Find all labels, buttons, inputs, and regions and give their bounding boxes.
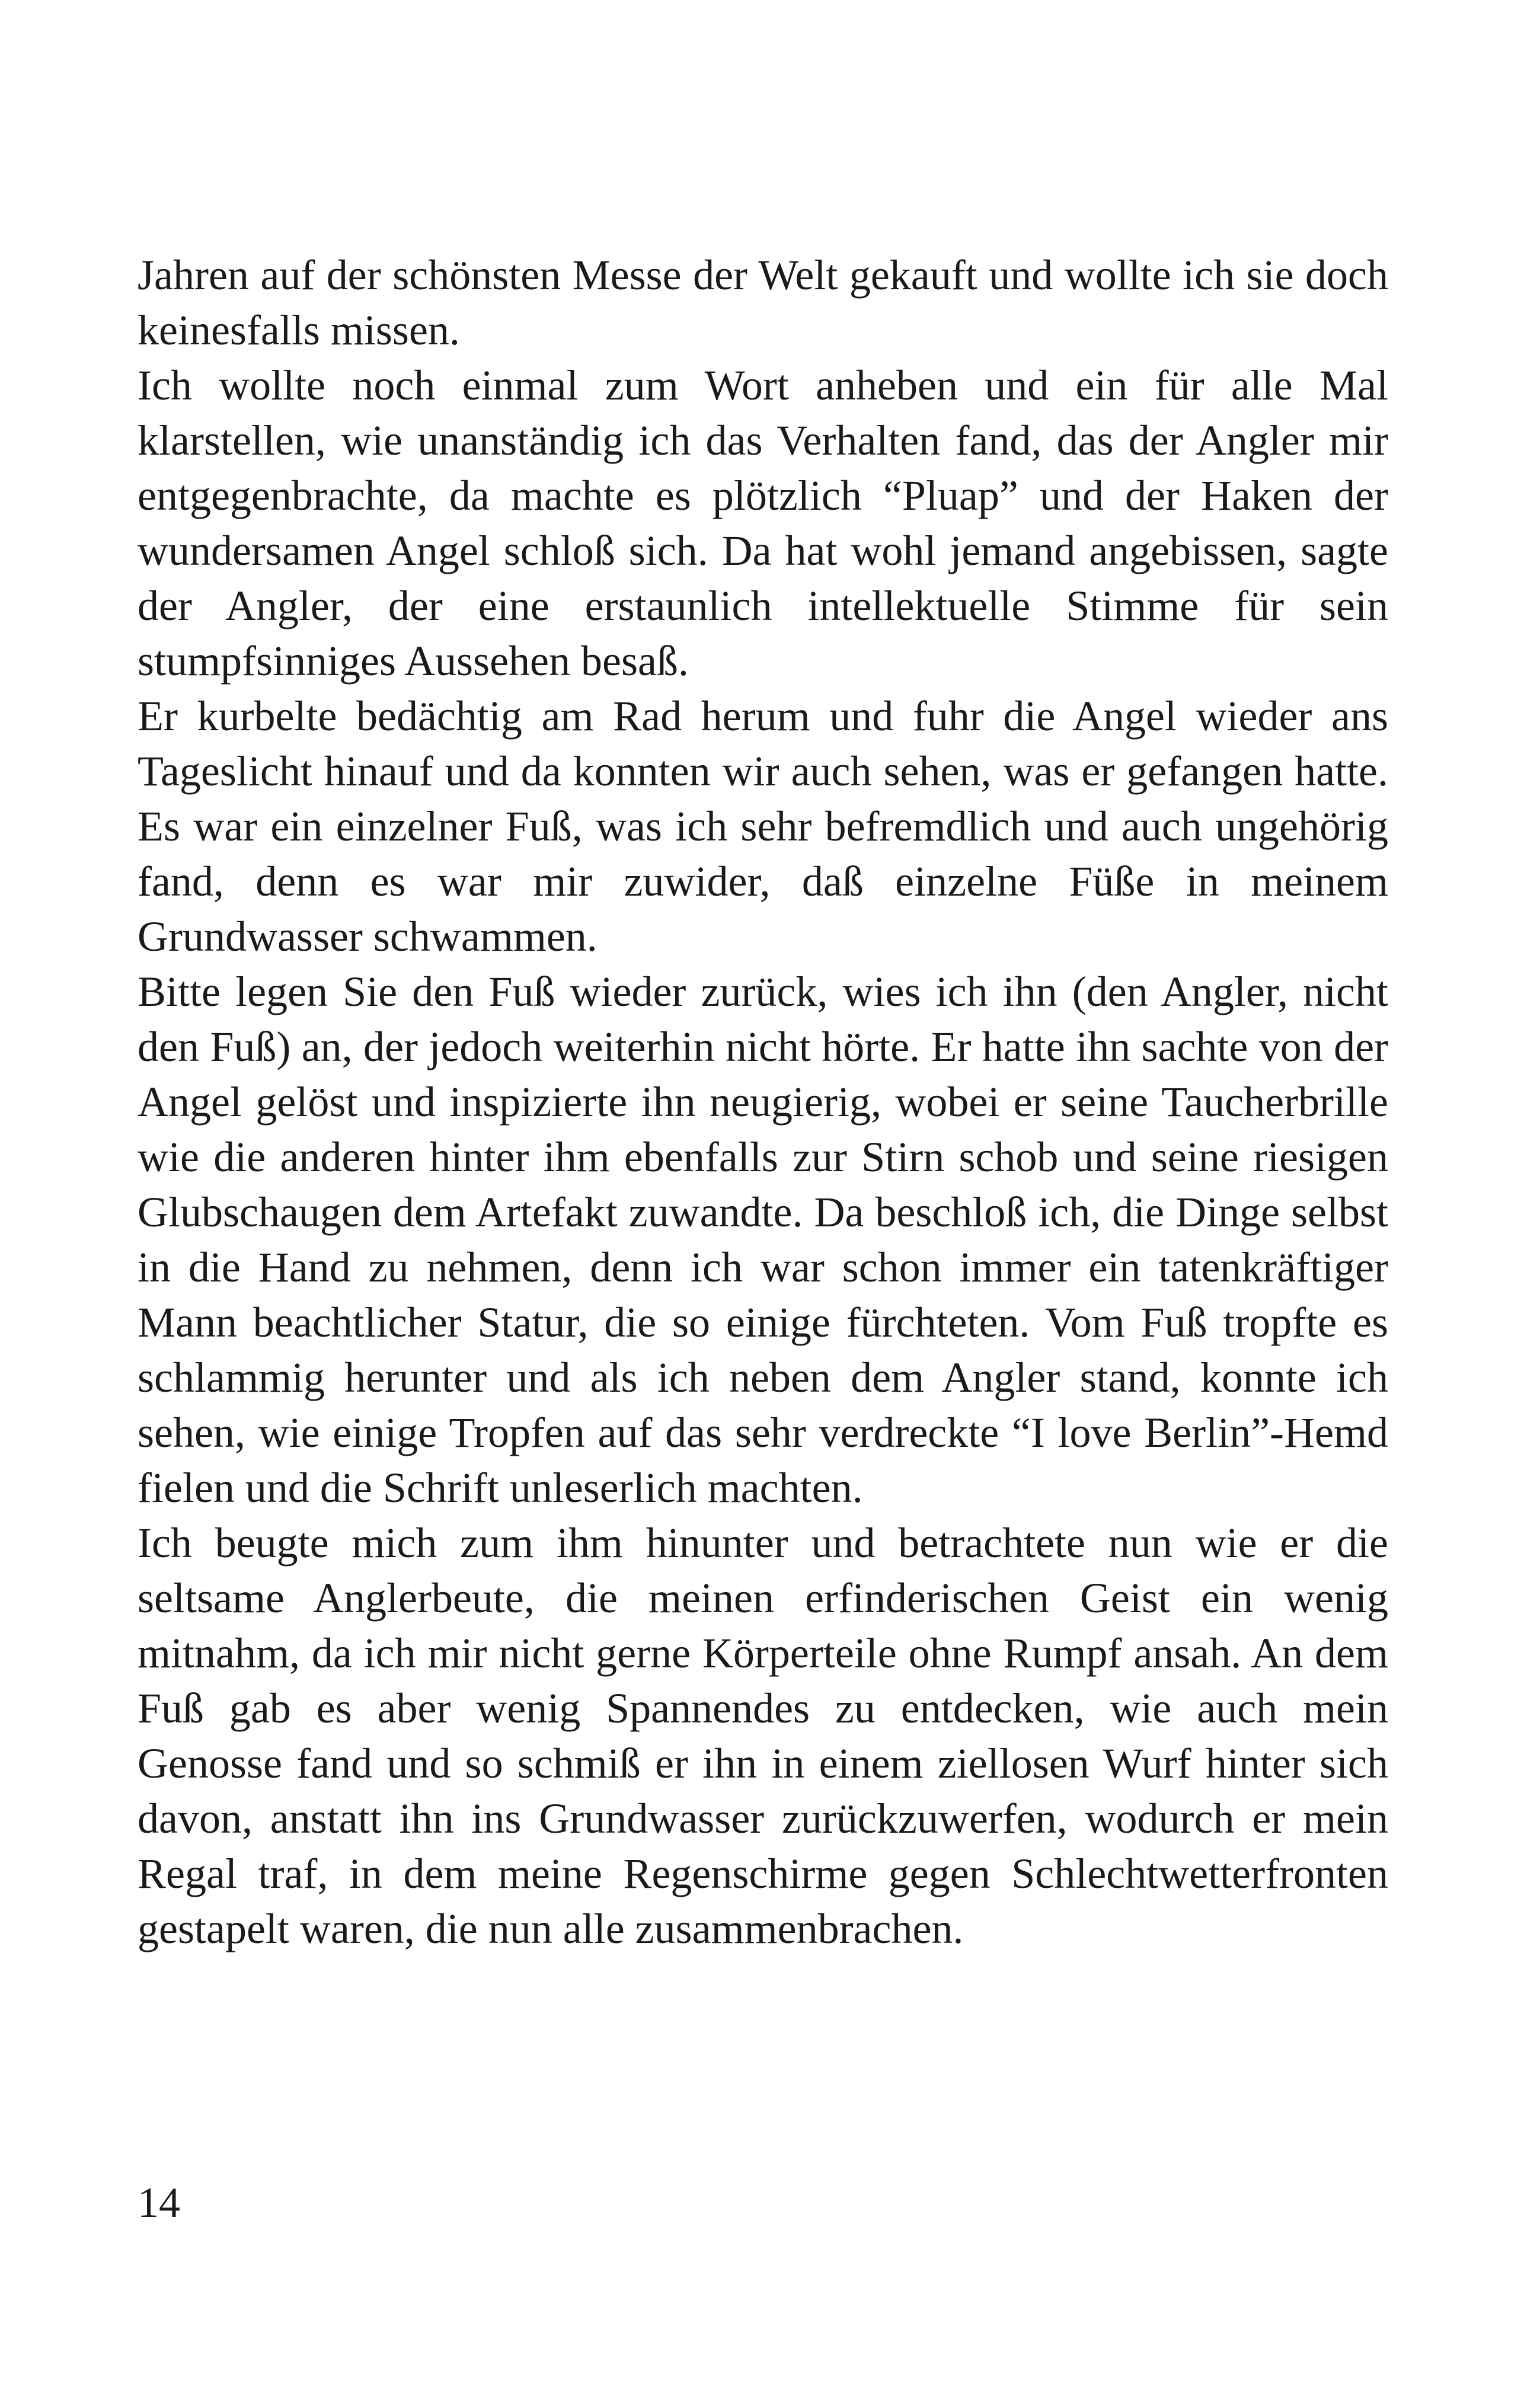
page-number: 14 [138, 2179, 180, 2226]
body-text [138, 248, 1388, 1957]
paragraph-1: Jahren auf der schönsten Messe der Welt gekauft und wollte ich sie doch keinesfalls missen. [138, 251, 1388, 354]
paragraph-4: Bitte legen Sie den Fuß wieder zurück, wies ich ihn (den Angler, nicht den Fuß) an, der jedoch weiterhin nicht hörte. Er hatte ihn sachte von der Angel gelöst und inspizierte ihn neugierig, wobei er seine Taucherbrille wie die anderen hinter ihm ebenfalls zur Stirn schob und seine riesigen Glubschaugen dem Artefakt zuwandte. Da beschloß ich, die Dinge selbst in die Hand zu nehmen, denn ich war schon immer ein tatenkräftiger Mann beachtlicher Statur, die so einige fürchteten. Vom Fuß tropfte es schlammig herunter und als ich neben dem Angler stand, konnte ich sehen, wie einige Tropfen auf das sehr verdreckte “I love Berlin”-Hemd fielen und die Schrift unleserlich machten. [138, 968, 1388, 1511]
paragraph-2: Ich wollte noch einmal zum Wort anheben und ein für alle Mal klarstellen, wie unanständig ich das Verhalten fand, das der Angler mir entgegenbrachte, da machte es plötzlich “Pluap” und der Haken der wundersamen Angel schloß sich. Da hat wohl jemand angebissen, sagte der Angler, der eine erstaunlich intellektuelle Stimme für sein stumpfsinniges Aussehen besaß. [138, 362, 1388, 685]
paragraph-5: Ich beugte mich zum ihm hinunter und betrachtete nun wie er die seltsame Anglerbeute, die meinen erfinderischen Geist ein wenig mitnahm, da ich mir nicht gerne Körperteile ohne Rumpf ansah. An dem Fuß gab es aber wenig Spannendes zu entdecken, wie auch mein Genosse fand und so schmiß er ihn in einem ziellosen Wurf hinter sich davon, anstatt ihn ins Grundwasser zurückzuwerfen, wodurch er mein Regal traf, in dem meine Regenschirme gegen Schlechtwetterfronten gestapelt waren, die nun alle zusammenbrachen. [138, 1519, 1388, 1952]
paragraph-3: Er kurbelte bedächtig am Rad herum und fuhr die Angel wieder ans Tageslicht hinauf und da konnten wir auch sehen, was er gefangen hatte. Es war ein einzelner Fuß, was ich sehr befremdlich und auch ungehörig fand, denn es war mir zuwider, daß einzelne Füße in meinem Grundwasser schwammen. [138, 692, 1388, 960]
